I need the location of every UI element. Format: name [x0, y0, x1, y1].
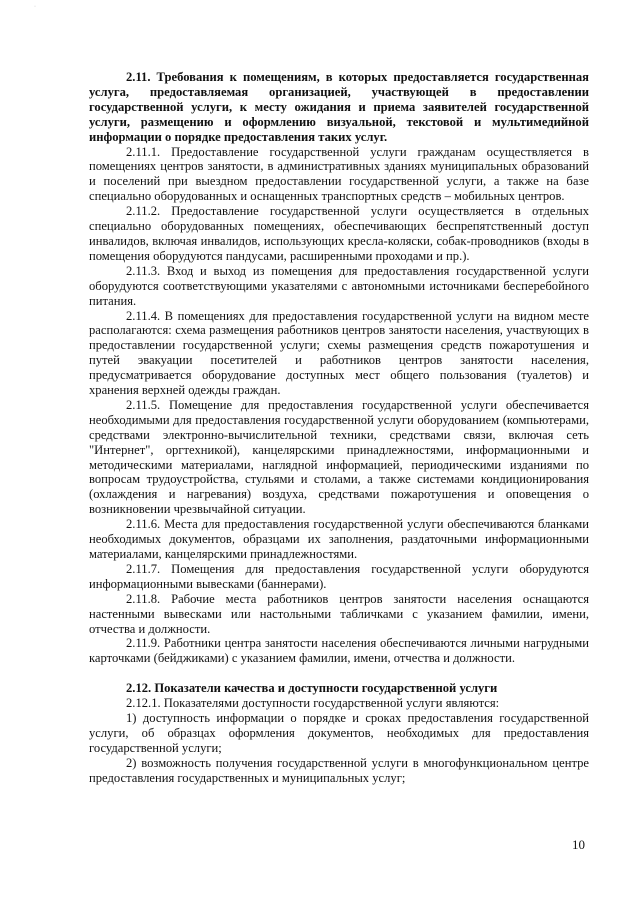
scan-mark: · — [34, 4, 36, 10]
paragraph-2-11-7: 2.11.7. Помещения для предоставления государственной услуги оборудуются информационными вывесками (баннерами). — [89, 561, 589, 591]
section-2-12-heading: 2.12. Показатели качества и доступности государственной услуги — [126, 681, 498, 696]
paragraph-2-11-1: 2.11.1. Предоставление государственной услуги гражданам осуществляется в помещениях центров занятости, в административных зданиях муниципальных образований и поселений при выездном предоставлении государственной услуги, а также на базе специально оборудованных и оснащенных транспортных средств – мобильных центров. — [89, 144, 589, 204]
paragraph-2-11-9: 2.11.9. Работники центра занятости населения обеспечиваются личными нагрудными карточками (бейджиками) с указанием фамилии, имени, отчества и должности. — [89, 636, 589, 666]
paragraph-2-11-6: 2.11.6. Места для предоставления государственной услуги обеспечиваются бланками необходимых документов, образцами их заполнения, раздаточными информационными материалами, канцелярскими принадлежностями. — [89, 517, 589, 561]
page-content — [89, 70, 589, 786]
paragraph-2-11-4: 2.11.4. В помещениях для предоставления государственной услуги на видном месте располагаются: схема размещения работников центров занятости населения, участвующих в предоставлении государственной услуги; схемы размещения средств пожаротушения и путей эвакуации посетителей и работников центров занятости населения, предусматривается оборудование доступных мест общего пользования (туалетов) и хранения верхней одежды граждан. — [89, 308, 589, 398]
list-item-2: 2) возможность получения государственной услуги в многофункциональном центре предоставления государственных и муниципальных услуг; — [89, 755, 589, 785]
paragraph-2-11-3: 2.11.3. Вход и выход из помещения для предоставления государственной услуги оборудуются соответствующими указателями с автономными источниками бесперебойного питания. — [89, 263, 589, 308]
list-item-1: 1) доступность информации о порядке и сроках предоставления государственной услуги, об образцах оформления документов, необходимых для предоставления государственной услуги; — [89, 711, 589, 755]
paragraph-2-12-1: 2.12.1. Показателями доступности государственной услуги являются: — [126, 696, 500, 711]
page-number: 10 — [572, 837, 585, 852]
paragraph-2-11-5: 2.11.5. Помещение для предоставления государственной услуги обеспечивается необходимыми для предоставления государственной услуги оборудованием (компьютерами, средствами электронно-вычислительной техники, средствами связи, включая сеть "Интернет", оргтехникой), канцелярскими принадлежностями, информационными и методическими материалами, наглядной информацией, периодическими изданиями по вопросам трудоустройства, стульями и столами, а также системами кондиционирования (охлаждения и нагревания) воздуха, средствами пожаротушения и оповещения о возникновении чрезвычайной ситуации. — [89, 397, 589, 517]
paragraph-2-11-8: 2.11.8. Рабочие места работников центров занятости населения оснащаются настенными вывесками или настольными табличками с указанием фамилии, имени, отчества и должности. — [89, 591, 589, 636]
paragraph-2-11-2: 2.11.2. Предоставление государственной услуги осуществляется в отдельных специально оборудованных помещениях, обеспечивающих беспрепятственный доступ инвалидов, включая инвалидов, использующих кресла-коляски, собак-проводников (входы в помещения оборудуются пандусами, расширенными проходами и пр.). — [89, 204, 589, 263]
section-2-11-heading: 2.11. Требования к помещениям, в которых предоставляется государственная услуга, предоставляемая организацией, участвующей в предоставлении государственной услуги, к месту ожидания и приема заявителей государственной услуги, размещению и оформлению визуальной, текстовой и мультимедийной информации о порядке предоставления таких услуг. — [89, 70, 589, 144]
